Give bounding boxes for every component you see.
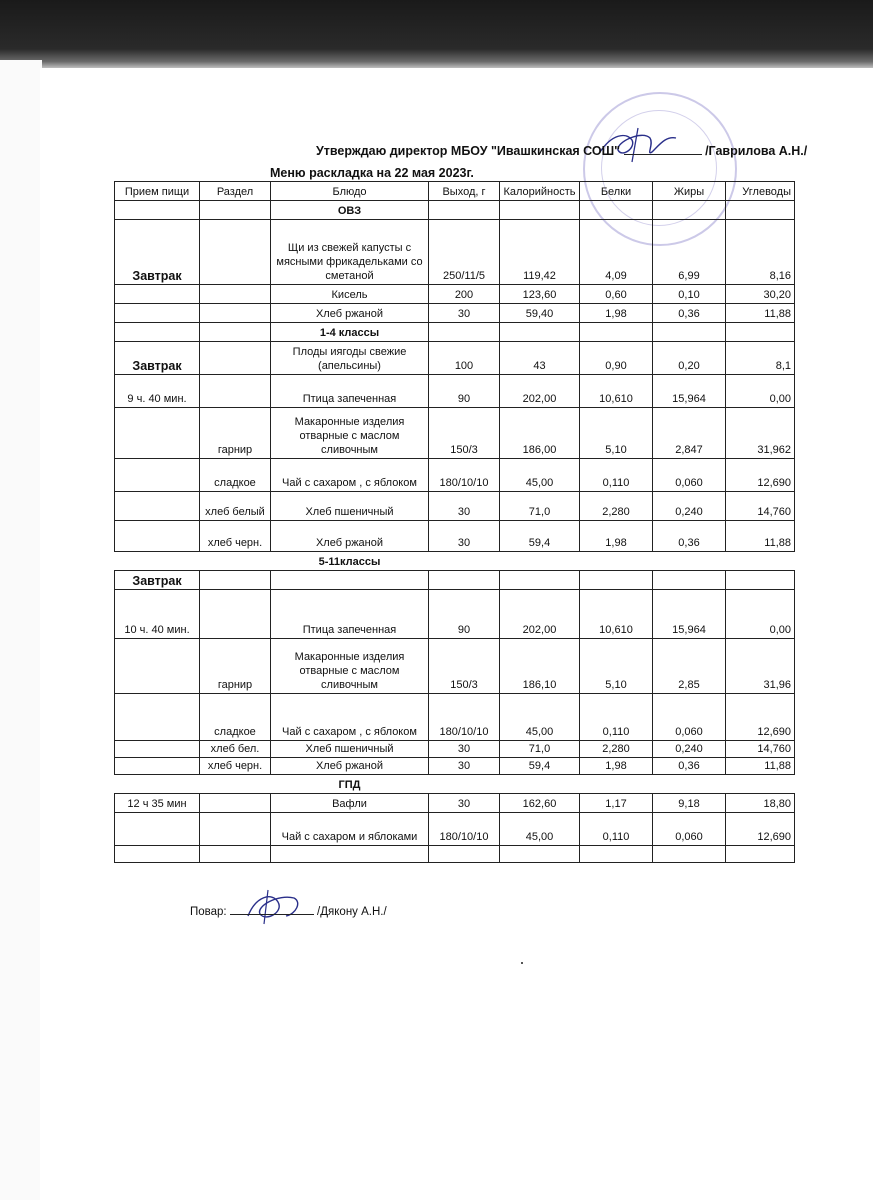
cell-meal [115, 304, 200, 323]
table-cell [726, 775, 795, 794]
cell-carbs: 18,80 [726, 794, 795, 813]
cell-fat: 0,20 [653, 342, 726, 375]
column-header: Прием пищи [115, 182, 200, 201]
cell-carbs: 12,690 [726, 694, 795, 741]
cell-kcal: 186,00 [500, 408, 580, 459]
menu-table [114, 181, 795, 863]
cell-dish: Щи из свежей капусты с мясными фрикадельками со сметаной [271, 220, 429, 285]
table-cell [653, 323, 726, 342]
menu-title: Меню раскладка на 22 мая 2023г. [270, 166, 474, 180]
cell-output: 200 [429, 285, 500, 304]
cell-fat: 0,36 [653, 304, 726, 323]
table-row [115, 590, 795, 639]
cell-carbs: 8,16 [726, 220, 795, 285]
table-cell [115, 201, 200, 220]
cell-carbs: 12,690 [726, 813, 795, 846]
section-title: 5-11классы [318, 556, 381, 568]
column-header: Выход, г [429, 182, 500, 201]
cell-protein: 0,90 [580, 342, 653, 375]
column-header: Белки [580, 182, 653, 201]
cell-protein: 0,60 [580, 285, 653, 304]
cell-protein: 2,280 [580, 492, 653, 521]
cell-protein: 1,98 [580, 304, 653, 323]
cell-kcal: 162,60 [500, 794, 580, 813]
table-cell [726, 323, 795, 342]
table-row [115, 813, 795, 846]
table-cell [653, 552, 726, 571]
table-row [115, 304, 795, 323]
table-cell [653, 201, 726, 220]
director-name: /Гаврилова А.Н./ [705, 144, 808, 158]
cell-kcal: 119,42 [500, 220, 580, 285]
cell-meal [115, 846, 200, 863]
cell-carbs: 31,962 [726, 408, 795, 459]
cell-output: 30 [429, 741, 500, 758]
cell-dish [271, 846, 429, 863]
cell-carbs: 14,760 [726, 492, 795, 521]
cell-kcal: 59,40 [500, 304, 580, 323]
cell-kcal [500, 571, 580, 590]
cell-output: 180/10/10 [429, 694, 500, 741]
table-cell [115, 323, 200, 342]
cell-carbs: 12,690 [726, 459, 795, 492]
table-row [115, 741, 795, 758]
cell-protein: 4,09 [580, 220, 653, 285]
cell-output [429, 846, 500, 863]
section-row [115, 552, 795, 571]
cell-dish: Чай с сахаром , с яблоком [271, 694, 429, 741]
table-row [115, 408, 795, 459]
cell-section: гарнир [200, 639, 271, 694]
cell-kcal: 59,4 [500, 521, 580, 552]
cell-dish [271, 571, 429, 590]
scan-left-margin [0, 60, 42, 1200]
cell-fat: 0,36 [653, 758, 726, 775]
table-header-row [115, 182, 795, 201]
cell-carbs: 11,88 [726, 521, 795, 552]
cell-fat: 2,847 [653, 408, 726, 459]
column-header: Углеводы [726, 182, 795, 201]
cell-fat [653, 846, 726, 863]
cell-fat: 0,060 [653, 694, 726, 741]
cell-dish: Хлеб ржаной [271, 304, 429, 323]
approval-line [316, 144, 807, 158]
table-cell [500, 323, 580, 342]
cell-protein: 10,610 [580, 590, 653, 639]
cell-carbs: 11,88 [726, 304, 795, 323]
cell-output: 180/10/10 [429, 459, 500, 492]
cell-carbs: 11,88 [726, 758, 795, 775]
cell-kcal: 45,00 [500, 459, 580, 492]
cell-fat: 2,85 [653, 639, 726, 694]
cell-section: гарнир [200, 408, 271, 459]
table-row [115, 492, 795, 521]
column-header: Блюдо [271, 182, 429, 201]
cell-fat: 6,99 [653, 220, 726, 285]
cell-section [200, 342, 271, 375]
cell-meal [115, 285, 200, 304]
cell-output: 90 [429, 375, 500, 408]
cell-section [200, 590, 271, 639]
table-cell [580, 201, 653, 220]
cell-dish: Хлеб ржаной [271, 521, 429, 552]
cell-output [429, 571, 500, 590]
cell-fat: 0,10 [653, 285, 726, 304]
cell-carbs [726, 571, 795, 590]
table-row [115, 459, 795, 492]
table-row [115, 694, 795, 741]
table-cell [429, 775, 500, 794]
cell-meal: Завтрак [115, 571, 200, 590]
cell-carbs: 0,00 [726, 590, 795, 639]
cell-meal [115, 694, 200, 741]
cell-kcal: 59,4 [500, 758, 580, 775]
cell-fat: 15,964 [653, 590, 726, 639]
cell-carbs [726, 846, 795, 863]
table-row [115, 846, 795, 863]
cell-output: 30 [429, 304, 500, 323]
table-cell [580, 552, 653, 571]
cell-dish: Хлеб пшеничный [271, 492, 429, 521]
cell-protein: 0,110 [580, 813, 653, 846]
cell-output: 30 [429, 794, 500, 813]
cell-section: хлеб бел. [200, 741, 271, 758]
cell-section: хлеб белый [200, 492, 271, 521]
table-cell [580, 323, 653, 342]
cell-output: 250/11/5 [429, 220, 500, 285]
cell-section [200, 794, 271, 813]
cell-section: сладкое [200, 694, 271, 741]
table-cell [200, 775, 271, 794]
cell-section [200, 304, 271, 323]
table-cell [653, 775, 726, 794]
table-row [115, 375, 795, 408]
section-title: ОВЗ [271, 201, 429, 220]
section-title: ГПД [338, 779, 361, 791]
cell-kcal [500, 846, 580, 863]
cell-meal: 12 ч 35 мин [115, 794, 200, 813]
cell-fat [653, 571, 726, 590]
cell-output: 30 [429, 521, 500, 552]
cell-dish: Чай с сахаром и яблоками [271, 813, 429, 846]
table-cell [726, 552, 795, 571]
cell-meal: Завтрак [115, 220, 200, 285]
cell-output: 90 [429, 590, 500, 639]
cell-meal [115, 521, 200, 552]
table-cell [500, 201, 580, 220]
cell-carbs: 8,1 [726, 342, 795, 375]
cell-fat: 0,36 [653, 521, 726, 552]
table-cell [580, 775, 653, 794]
cell-section: сладкое [200, 459, 271, 492]
cell-section: хлеб черн. [200, 758, 271, 775]
scan-dark-edge [0, 0, 873, 70]
cell-kcal: 71,0 [500, 492, 580, 521]
cell-protein: 0,110 [580, 694, 653, 741]
cell-dish: Чай с сахаром , с яблоком [271, 459, 429, 492]
cell-carbs: 30,20 [726, 285, 795, 304]
section-row [115, 323, 795, 342]
approval-text: Утверждаю директор МБОУ "Ивашкинская СОШ" [316, 144, 621, 158]
cook-line [230, 904, 314, 915]
cell-output: 180/10/10 [429, 813, 500, 846]
cell-output: 150/3 [429, 639, 500, 694]
cell-section [200, 846, 271, 863]
cell-meal [115, 459, 200, 492]
cell-dish: Вафли [271, 794, 429, 813]
table-cell [726, 201, 795, 220]
cell-section: хлеб черн. [200, 521, 271, 552]
cell-dish: Макаронные изделия отварные с маслом сливочным [271, 408, 429, 459]
cell-kcal: 71,0 [500, 741, 580, 758]
cell-kcal: 186,10 [500, 639, 580, 694]
cell-fat: 0,240 [653, 741, 726, 758]
cell-dish: Кисель [271, 285, 429, 304]
cell-meal: 10 ч. 40 мин. [115, 590, 200, 639]
cell-protein [580, 571, 653, 590]
table-cell [429, 323, 500, 342]
cell-dish: Плоды иягоды свежие (апельсины) [271, 342, 429, 375]
cell-meal: 9 ч. 40 мин. [115, 375, 200, 408]
section-title: 1-4 классы [271, 323, 429, 342]
table-row [115, 794, 795, 813]
column-header: Жиры [653, 182, 726, 201]
signature-line [624, 144, 702, 155]
cook-signature-line [190, 904, 387, 918]
cell-output: 30 [429, 758, 500, 775]
cell-kcal: 202,00 [500, 590, 580, 639]
table-row [115, 521, 795, 552]
cell-section [200, 285, 271, 304]
cell-carbs: 14,760 [726, 741, 795, 758]
cell-dish: Птица запеченная [271, 375, 429, 408]
cell-kcal: 45,00 [500, 694, 580, 741]
cell-output: 150/3 [429, 408, 500, 459]
cell-meal [115, 758, 200, 775]
cell-protein: 2,280 [580, 741, 653, 758]
cell-protein: 10,610 [580, 375, 653, 408]
cell-output: 100 [429, 342, 500, 375]
table-row [115, 220, 795, 285]
cell-fat: 0,240 [653, 492, 726, 521]
cell-carbs: 31,96 [726, 639, 795, 694]
cell-protein: 1,98 [580, 758, 653, 775]
cell-meal [115, 492, 200, 521]
cell-section [200, 813, 271, 846]
cell-fat: 0,060 [653, 813, 726, 846]
cell-output: 30 [429, 492, 500, 521]
cell-dish: Хлеб пшеничный [271, 741, 429, 758]
cell-kcal: 123,60 [500, 285, 580, 304]
cell-kcal: 45,00 [500, 813, 580, 846]
table-cell [200, 201, 271, 220]
cell-protein: 1,17 [580, 794, 653, 813]
table-row [115, 639, 795, 694]
cell-protein: 5,10 [580, 639, 653, 694]
cell-dish: Птица запеченная [271, 590, 429, 639]
cook-name: /Дякону А.Н./ [317, 906, 387, 918]
cell-dish: Хлеб ржаной [271, 758, 429, 775]
cell-fat: 15,964 [653, 375, 726, 408]
cell-meal [115, 813, 200, 846]
cell-protein: 0,110 [580, 459, 653, 492]
table-cell [115, 775, 200, 794]
column-header: Раздел [200, 182, 271, 201]
table-cell [500, 552, 580, 571]
cell-fat: 9,18 [653, 794, 726, 813]
cell-protein: 5,10 [580, 408, 653, 459]
table-row [115, 758, 795, 775]
table-cell [200, 323, 271, 342]
cell-carbs: 0,00 [726, 375, 795, 408]
cell-kcal: 43 [500, 342, 580, 375]
section-row [115, 201, 795, 220]
section-row [115, 775, 795, 794]
cell-meal [115, 639, 200, 694]
cell-protein [580, 846, 653, 863]
cell-fat: 0,060 [653, 459, 726, 492]
cell-meal [115, 408, 200, 459]
cell-section [200, 571, 271, 590]
column-header: Калорийность [500, 182, 580, 201]
table-cell [429, 552, 500, 571]
table-cell [200, 552, 271, 571]
table-cell [500, 775, 580, 794]
cell-meal [115, 741, 200, 758]
cell-protein: 1,98 [580, 521, 653, 552]
table-cell [429, 201, 500, 220]
cell-meal: Завтрак [115, 342, 200, 375]
table-row [115, 571, 795, 590]
scan-dust [521, 962, 523, 964]
table-row [115, 285, 795, 304]
cook-label: Повар: [190, 906, 227, 918]
cell-dish: Макаронные изделия отварные с маслом сливочным [271, 639, 429, 694]
cell-section [200, 220, 271, 285]
cell-section [200, 375, 271, 408]
cell-kcal: 202,00 [500, 375, 580, 408]
table-row [115, 342, 795, 375]
table-cell [115, 552, 200, 571]
